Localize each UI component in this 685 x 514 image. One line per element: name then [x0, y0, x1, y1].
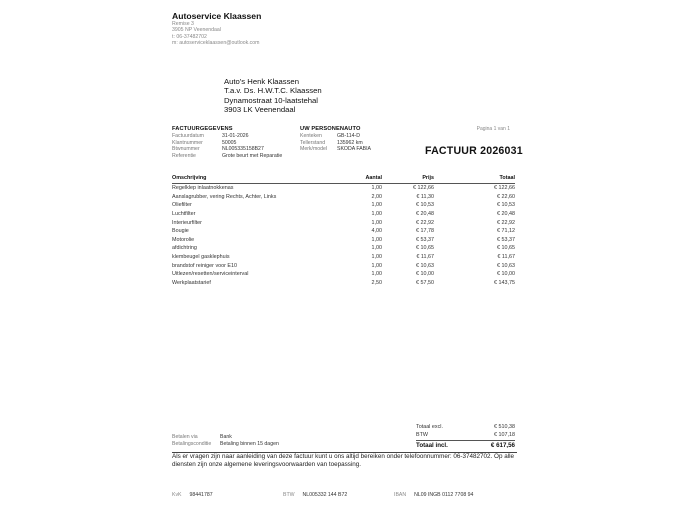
footer-iban: IBAN NL09 INGB 0112 7708 94: [394, 492, 474, 498]
recipient-city: 3903 LK Veenendaal: [224, 104, 296, 114]
table-row: klembeugel gasklephuis 1,00 € 11,67 € 11,67: [172, 254, 515, 261]
col-omschrijving: Omschrijving: [172, 174, 302, 184]
payment-info: [172, 434, 279, 449]
table-row: Regelklep inlaatnokkenas 1,00 € 122,66 € 122,66: [172, 185, 515, 192]
recipient-attention: T.a.v. Ds. H.W.T.C. Klaassen: [224, 86, 322, 96]
recipient-name: Auto's Henk Klaassen: [224, 77, 299, 86]
page-number: Pagina 1 van 1: [476, 126, 510, 132]
company-postcode: 3905 NP Veenendaal: [172, 27, 221, 34]
table-row: brandstof reiniger voor E10 1,00 € 10,63 € 10,63: [172, 262, 515, 269]
vehicle-row: Merk/model SKODA FABIA: [300, 146, 372, 152]
col-totaal: Totaal: [434, 174, 515, 184]
totals-block: [416, 424, 515, 450]
table-row: Aanslagrubber, vering Rechts, Achter, Links 2,00 € 11,30 € 22,60: [172, 193, 515, 200]
table-row: Motorolie 1,00 € 53,37 € 53,37: [172, 236, 515, 243]
total-excl-row: Totaal excl. € 510,38: [416, 424, 515, 430]
vehicle-details: [300, 126, 371, 153]
total-incl-row: Totaal incl. € 617,56: [416, 442, 515, 449]
detail-row: Klantnummer 50005: [172, 139, 237, 146]
invoice-details: [172, 126, 282, 159]
table-row: Werkplaatstarief 2,50 € 57,50 € 143,75: [172, 279, 515, 286]
footer-btw: BTW NL005332 144 B72: [283, 492, 348, 498]
table-row: Luchtfilter 1,00 € 20,48 € 20,48: [172, 211, 515, 218]
vehicle-row: Kenteken GB-114-D: [300, 133, 360, 139]
company-block: [172, 11, 261, 46]
invoice-details-title: FACTUURGEGEVENS: [172, 126, 233, 132]
company-address: Remise 3: [172, 21, 194, 27]
recipient-address: [224, 77, 322, 114]
btw-row: BTW € 107,18: [416, 431, 515, 438]
footer-note: Als er vragen zijn naar aanleiding van deze factuur kunt u ons altijd bereiken onder telefoonnummer: 06-37482702. Op alle diensten zijn onze algemene leveringsvoorwaarden van toepassing.: [172, 453, 514, 468]
company-name: Autoservice Klaassen: [172, 11, 262, 21]
table-row: Interieurfilter 1,00 € 22,92 € 22,92: [172, 219, 515, 226]
company-email: m: autoserviceklaassen@outlook.com: [172, 39, 260, 46]
table-row: Bougie 4,00 € 17,78 € 71,12: [172, 228, 515, 235]
footer-kvk: KvK 98441787: [172, 492, 213, 498]
col-aantal: Aantal: [302, 174, 382, 184]
payment-row: Betalingsconditie Betaling binnen 15 dagen: [172, 441, 279, 448]
table-row: afdichtring 1,00 € 10,65 € 10,65: [172, 245, 515, 252]
col-prijs: Prijs: [382, 174, 434, 184]
detail-row: Factuurdatum 31-01-2026: [172, 133, 249, 139]
line-items-table: [172, 174, 515, 287]
payment-row: Betalen via Bank: [172, 434, 232, 440]
detail-row: Btwnummer NL005335158B27: [172, 146, 264, 152]
table-row: Oliefilter 1,00 € 10,53 € 10,53: [172, 202, 515, 209]
company-phone: t: 06-37482702: [172, 33, 207, 40]
invoice-title: FACTUUR 2026031: [425, 145, 523, 157]
table-row: Uitlezen/resetten/serviceinterval 1,00 € 10,00 € 10,00: [172, 271, 515, 278]
recipient-street: Dynamostraat 10-laatstehal: [224, 95, 319, 105]
table-header: [172, 174, 515, 184]
detail-row: Referentie Grote beurt met Reparatie: [172, 152, 283, 159]
vehicle-details-title: UW PERSONENAUTO: [300, 126, 361, 132]
vehicle-row: Tellerstand 135962 km: [300, 139, 363, 146]
